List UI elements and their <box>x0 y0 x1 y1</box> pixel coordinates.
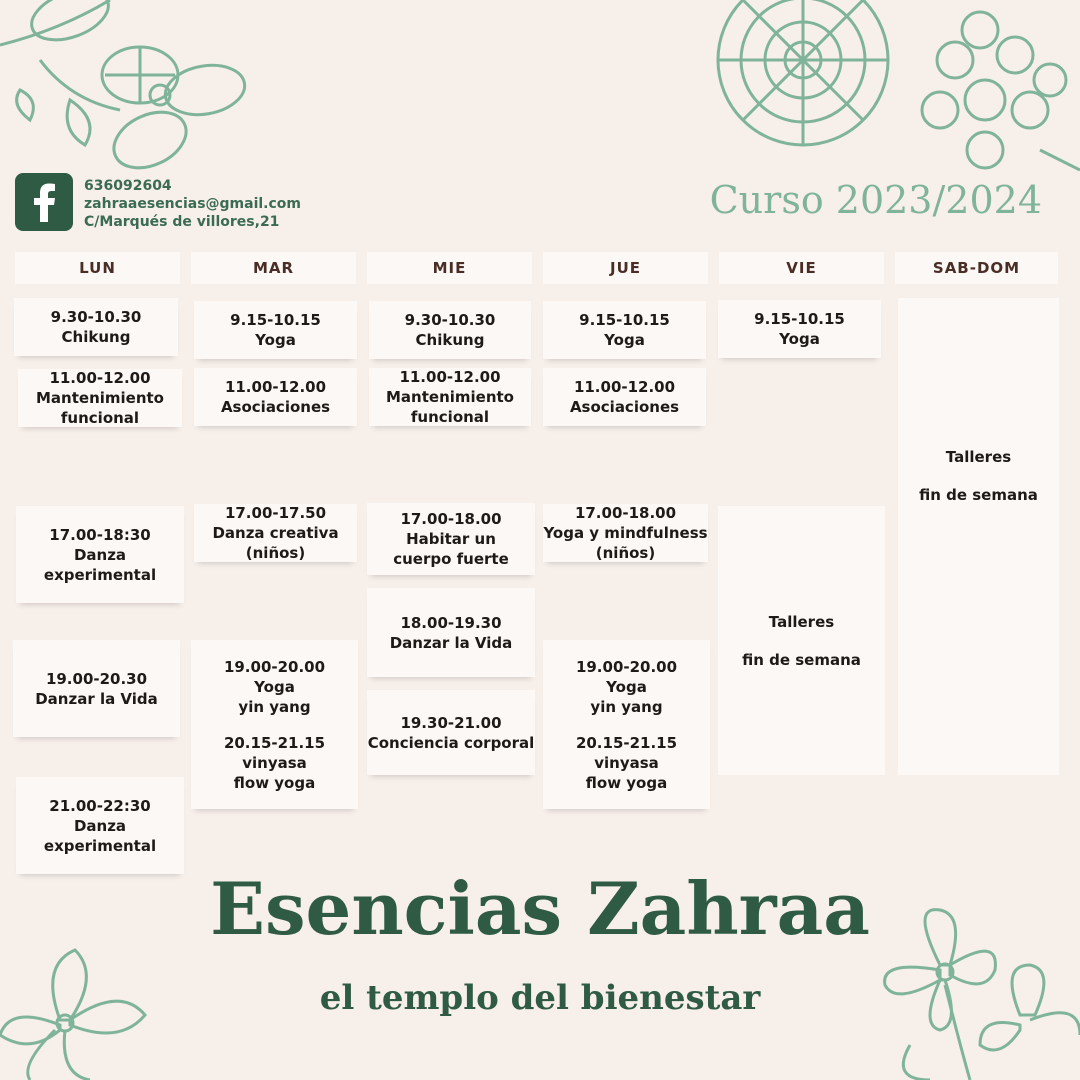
class-name: funcional <box>410 408 490 426</box>
class-time: 20.15-21.15 <box>575 733 678 752</box>
class-name: Yoga <box>779 330 820 348</box>
class-name: Danzar la Vida <box>389 633 513 652</box>
class-time: 9.15-10.15 <box>754 310 845 328</box>
class-time: 9.30-10.30 <box>404 311 496 329</box>
day-header-vie: VIE <box>719 252 884 284</box>
class-time: 21.00-22:30 <box>49 796 151 815</box>
facebook-icon[interactable] <box>15 173 73 231</box>
workshop-title: Talleres <box>768 612 835 631</box>
contact-info <box>84 177 301 231</box>
email-address[interactable]: zahraaesencias@gmail.com <box>84 196 302 212</box>
workshop-subtitle: fin de semana <box>919 486 1038 504</box>
class-name: vinyasa <box>242 753 307 772</box>
class-card <box>194 301 357 359</box>
course-title: Curso 2023/2024 <box>709 178 1042 222</box>
class-name: Yoga <box>254 677 295 696</box>
class-time: 17.00-18.00 <box>400 510 502 528</box>
class-time: 11.00-12.00 <box>573 378 676 396</box>
class-card <box>543 368 706 426</box>
workshop-title: Talleres <box>945 448 1012 466</box>
class-name: Conciencia corporal <box>367 733 535 752</box>
brand-title: Esencias Zahraa <box>210 866 870 951</box>
phone-number[interactable]: 636092604 <box>84 178 172 194</box>
class-time: 19.00-20.00 <box>575 657 678 676</box>
class-name: vinyasa <box>594 753 659 772</box>
class-name: Asociaciones <box>569 398 680 416</box>
class-card <box>194 368 357 426</box>
class-time: 9.30-10.30 <box>50 308 142 326</box>
class-name: Danza creativa <box>212 524 339 542</box>
class-card <box>543 640 710 809</box>
day-header-sabdom: SAB-DOM <box>895 252 1058 284</box>
class-card <box>14 298 178 356</box>
class-card <box>191 640 358 809</box>
class-name: yin yang <box>590 697 663 716</box>
class-name: experimental <box>43 565 157 584</box>
class-name: Mantenimiento <box>386 388 514 406</box>
day-header-lun: LUN <box>15 252 180 284</box>
class-name: Chikung <box>415 331 485 349</box>
class-name: Yoga <box>255 331 296 349</box>
class-name: Yoga <box>604 331 645 349</box>
class-name: flow yoga <box>585 773 668 792</box>
class-card <box>18 369 182 427</box>
day-header-mar: MAR <box>191 252 356 284</box>
class-name: yin yang <box>238 697 311 716</box>
class-time: 19.00-20.30 <box>45 669 148 688</box>
class-card <box>13 640 180 737</box>
class-name: funcional <box>60 409 140 427</box>
workshop-card <box>718 506 885 775</box>
class-card <box>367 588 535 677</box>
class-time: 9.15-10.15 <box>230 311 321 329</box>
class-name: Danzar la Vida <box>35 689 158 708</box>
class-name: Danza <box>73 545 127 564</box>
class-time: 19.00-20.00 <box>223 657 326 676</box>
class-name: experimental <box>43 836 157 855</box>
class-time: 17.00-17.50 <box>224 504 327 522</box>
class-name: Yoga <box>606 677 647 696</box>
class-name: cuerpo fuerte <box>393 550 509 568</box>
class-name: (niños) <box>595 544 656 562</box>
class-time: 11.00-12.00 <box>399 368 501 386</box>
class-time: 19.30-21.00 <box>400 713 502 732</box>
class-time: 20.15-21.15 <box>223 733 326 752</box>
class-name: Chikung <box>61 328 131 346</box>
floral-top-right-decoration <box>700 0 1080 190</box>
class-time: 11.00-12.00 <box>224 378 327 396</box>
class-time: 18.00-19.30 <box>400 613 502 632</box>
workshop-subtitle: fin de semana <box>742 650 861 669</box>
class-time: 9.15-10.15 <box>579 311 670 329</box>
class-time: 11.00-12.00 <box>49 369 151 387</box>
day-header-jue: JUE <box>543 252 708 284</box>
day-header-mie: MIE <box>367 252 532 284</box>
floral-top-left-decoration <box>0 0 250 175</box>
class-name: Asociaciones <box>220 398 331 416</box>
class-card <box>367 690 535 775</box>
class-card <box>369 368 531 426</box>
class-card <box>16 777 184 874</box>
class-time: 17.00-18.00 <box>574 504 677 522</box>
class-card <box>367 503 535 575</box>
class-name: flow yoga <box>233 773 316 792</box>
class-name: Habitar un <box>406 530 496 548</box>
class-name: Danza <box>73 816 127 835</box>
class-card <box>543 301 706 359</box>
class-name: Mantenimiento <box>36 389 164 407</box>
street-address: C/Marqués de villores,21 <box>84 214 280 230</box>
class-card <box>194 504 357 562</box>
class-card <box>369 301 531 359</box>
class-name: Yoga y mindfulness <box>543 524 708 542</box>
class-card <box>543 504 708 562</box>
class-name: (niños) <box>245 544 306 562</box>
class-card <box>16 506 184 603</box>
workshop-card <box>898 298 1059 775</box>
class-time: 17.00-18:30 <box>49 525 151 544</box>
class-card <box>718 300 881 358</box>
brand-tagline: el templo del bienestar <box>319 978 761 1018</box>
